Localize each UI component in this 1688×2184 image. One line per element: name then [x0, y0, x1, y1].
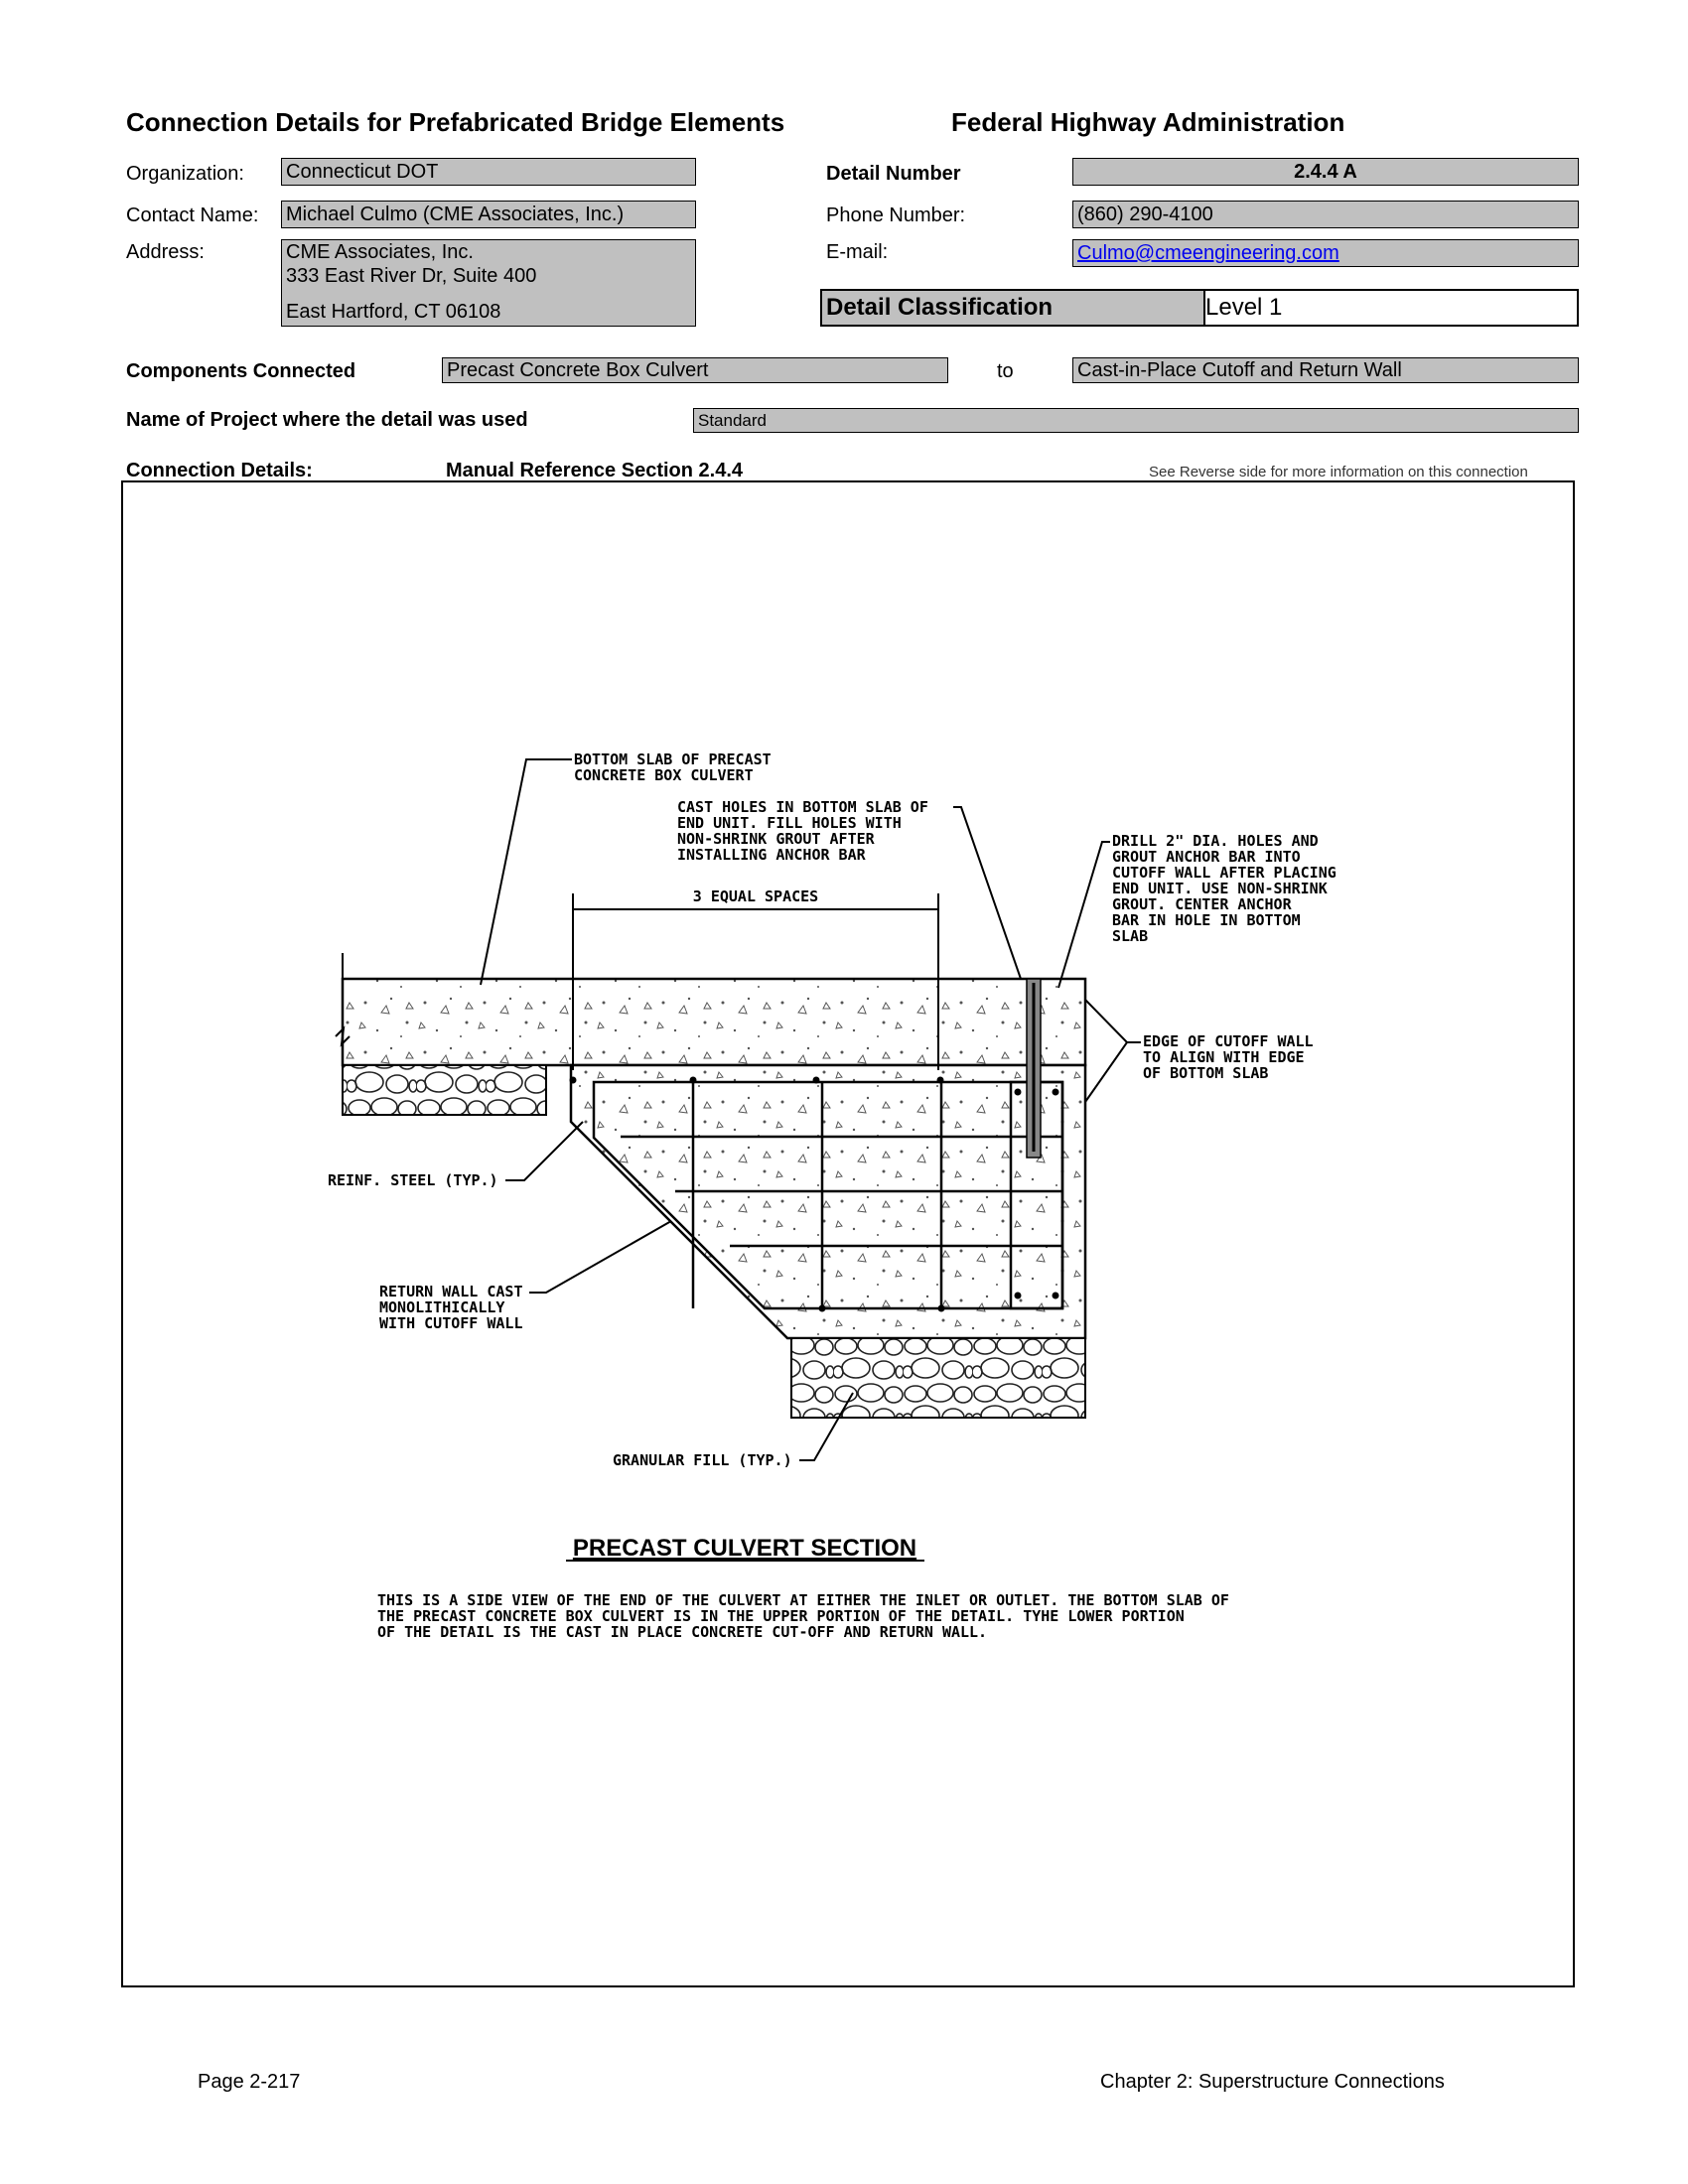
phone-label: Phone Number: [826, 205, 966, 226]
svg-text:RETURN WALL CAST: RETURN WALL CAST [379, 1283, 523, 1300]
callout-drill-holes [1112, 832, 1336, 945]
drawing-note [377, 1591, 1229, 1641]
page-number: Page 2-217 [198, 2071, 301, 2093]
callout-return-wall [379, 1283, 523, 1332]
chapter-title: Chapter 2: Superstructure Connections [1100, 2071, 1445, 2093]
svg-text:NON-SHRINK GROUT AFTER: NON-SHRINK GROUT AFTER [677, 830, 875, 848]
callout-bottom-slab [574, 751, 772, 784]
svg-text:THE PRECAST CONCRETE BOX CULVE: THE PRECAST CONCRETE BOX CULVERT IS IN THE UPPER PORTION OF THE DETAIL. TYHE LOWER PORTION [377, 1607, 1185, 1625]
svg-text:END UNIT. FILL HOLES WITH: END UNIT. FILL HOLES WITH [677, 814, 902, 832]
svg-text:SLAB: SLAB [1112, 927, 1149, 945]
svg-text:OF THE DETAIL IS THE CAST IN P: OF THE DETAIL IS THE CAST IN PLACE CONCRETE CUT-OFF AND RETURN WALL. [377, 1623, 988, 1641]
connection-details-label: Connection Details: [126, 460, 313, 481]
svg-text:EDGE OF CUTOFF WALL: EDGE OF CUTOFF WALL [1143, 1032, 1314, 1050]
document-title: Connection Details for Prefabricated Bridge Elements [126, 107, 785, 137]
component-b-field: Cast-in-Place Cutoff and Return Wall [1072, 357, 1579, 383]
address-line-1: CME Associates, Inc. [286, 241, 474, 263]
svg-text:TO ALIGN WITH EDGE: TO ALIGN WITH EDGE [1143, 1048, 1305, 1066]
component-a-field: Precast Concrete Box Culvert [442, 357, 948, 383]
organization-label: Organization: [126, 163, 244, 185]
detail-number-field: 2.4.4 A [1072, 158, 1579, 186]
svg-text:OF BOTTOM SLAB: OF BOTTOM SLAB [1143, 1064, 1269, 1082]
reverse-side-note: See Reverse side for more information on this connection [1149, 464, 1528, 480]
svg-text:GROUT ANCHOR BAR INTO: GROUT ANCHOR BAR INTO [1112, 848, 1301, 866]
precast-bottom-slab [343, 979, 1085, 1065]
project-field: Standard [693, 408, 1579, 433]
address-line-2: 333 East River Dr, Suite 400 [286, 265, 537, 287]
address-label: Address: [126, 241, 205, 263]
granular-fill-upper [343, 1065, 546, 1115]
classification-value: Level 1 [1205, 294, 1283, 321]
organization-field: Connecticut DOT [281, 158, 696, 186]
email-link[interactable]: Culmo@cmeengineering.com [1077, 242, 1339, 264]
agency-name: Federal Highway Administration [951, 107, 1345, 137]
svg-text:WITH CUTOFF WALL: WITH CUTOFF WALL [379, 1314, 523, 1332]
section-title: PRECAST CULVERT SECTION [572, 1535, 917, 1562]
callout-granular-fill: GRANULAR FILL (TYP.) [613, 1451, 792, 1469]
phone-field: (860) 290-4100 [1072, 201, 1579, 228]
svg-text:BAR IN HOLE IN BOTTOM: BAR IN HOLE IN BOTTOM [1112, 911, 1301, 929]
contact-field: Michael Culmo (CME Associates, Inc.) [281, 201, 696, 228]
svg-text:THIS IS A SIDE VIEW OF THE END: THIS IS A SIDE VIEW OF THE END OF THE CULVERT AT EITHER THE INLET OR OUTLET. THE BOTTOM SLAB OF [377, 1591, 1229, 1609]
callout-cast-holes [677, 798, 928, 864]
svg-text:CUTOFF WALL AFTER PLACING: CUTOFF WALL AFTER PLACING [1112, 864, 1336, 882]
project-label: Name of Project where the detail was used [126, 409, 528, 431]
callout-reinf-steel: REINF. STEEL (TYP.) [328, 1171, 498, 1189]
address-line-3: East Hartford, CT 06108 [286, 301, 501, 323]
email-label: E-mail: [826, 241, 889, 263]
svg-text:MONOLITHICALLY: MONOLITHICALLY [379, 1298, 505, 1316]
contact-label: Contact Name: [126, 205, 259, 226]
svg-text:CONCRETE BOX CULVERT: CONCRETE BOX CULVERT [574, 766, 754, 784]
svg-text:GROUT. CENTER ANCHOR: GROUT. CENTER ANCHOR [1112, 895, 1292, 913]
svg-text:CAST HOLES IN BOTTOM SLAB OF: CAST HOLES IN BOTTOM SLAB OF [677, 798, 928, 816]
svg-text:DRILL 2" DIA. HOLES AND: DRILL 2" DIA. HOLES AND [1112, 832, 1319, 850]
cutoff-return-wall [571, 1065, 1085, 1338]
manual-reference: Manual Reference Section 2.4.4 [446, 460, 744, 481]
svg-text:END UNIT. USE NON-SHRINK: END UNIT. USE NON-SHRINK [1112, 880, 1328, 897]
detail-number-label: Detail Number [826, 163, 961, 185]
granular-fill-lower [791, 1338, 1085, 1418]
svg-text:BOTTOM SLAB OF PRECAST: BOTTOM SLAB OF PRECAST [574, 751, 772, 768]
callout-edge-cutoff [1143, 1032, 1314, 1082]
to-label: to [997, 360, 1014, 382]
classification-label: Detail Classification [822, 291, 1205, 325]
dimension-label: 3 EQUAL SPACES [692, 887, 819, 905]
components-label: Components Connected [126, 360, 356, 382]
svg-text:INSTALLING ANCHOR BAR: INSTALLING ANCHOR BAR [677, 846, 866, 864]
